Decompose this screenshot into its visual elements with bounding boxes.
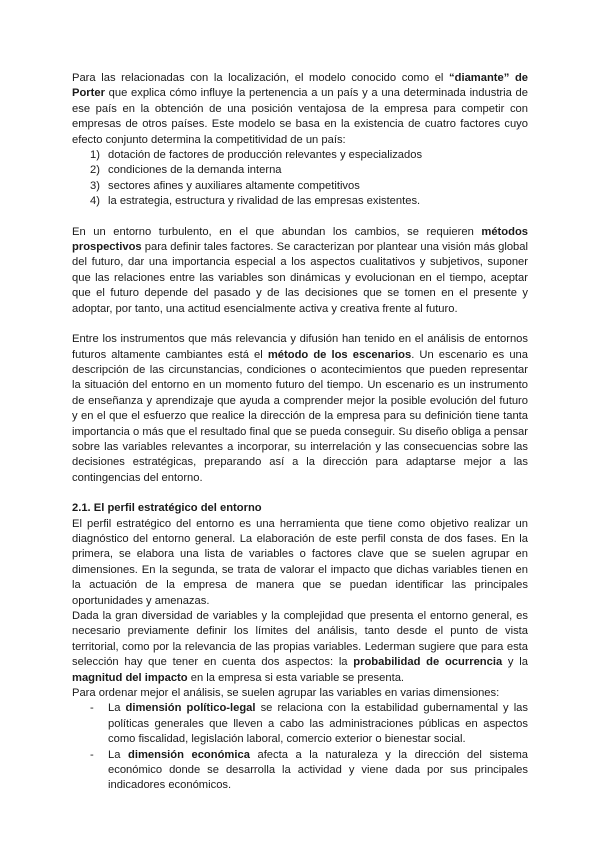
list-item-text: condiciones de la demanda interna xyxy=(108,164,282,177)
document-body xyxy=(72,71,528,794)
list-item xyxy=(72,701,528,747)
paragraph-spacer xyxy=(72,486,528,501)
paragraph-text: Dada la gran diversidad de variables y la complejidad que presenta el entorno general, es necesario previamente definir los límites del análisis, tanto desde el punto de vista territorial, como por la relevancia de las propias variables. Lederman sugiere que para esta selección hay que tener en cuenta dos aspectos: la xyxy=(72,610,528,669)
paragraph-text: En un entorno turbulento, en el que abundan los cambios, se requieren xyxy=(72,225,482,238)
list-dash: - xyxy=(90,702,94,715)
paragraph-porter-diamond xyxy=(72,71,528,148)
bold-term-metodos-prospectivos: métodos prospectivos xyxy=(72,225,528,254)
section-heading: 2.1. El perfil estratégico del entorno xyxy=(72,502,262,515)
list-number: 1) xyxy=(90,149,100,162)
list-item-text: afecta a la naturaleza y la dirección del sistema económico donde se desarrolla la actividad y viene dada por sus principales indicadores económicos. xyxy=(108,748,529,792)
paragraph-variable-selection xyxy=(72,609,528,686)
list-number: 3) xyxy=(90,179,100,192)
paragraph-prospective-methods xyxy=(72,225,528,317)
dimensions-list xyxy=(72,701,528,793)
bold-term-probabilidad-ocurrencia: probabilidad de ocurrencia xyxy=(353,656,503,669)
porter-factors-list xyxy=(72,148,528,210)
bold-term-dimension-politico-legal: dimensión político-legal xyxy=(125,702,256,715)
list-item-text: la estrategia, estructura y rivalidad de las empresas existentes. xyxy=(108,195,421,208)
list-item xyxy=(72,163,528,178)
list-item-text: dotación de factores de producción relevantes y especializados xyxy=(108,149,423,162)
paragraph-text: para definir tales factores. Se caracterizan por plantear una visión más global del futuro, dar una importancia especial a los aspectos cualitativos y subjetivos, suponer que las relaciones entre las variables son dinámicas y evolucionan en el tiempo, aceptar que el futuro depende del pasado y de las decisiones que se tomen en el presente y adoptar, por tanto, una actitud esencialmente activa y creativa frente al futuro. xyxy=(72,241,528,315)
bold-term-magnitud-impacto: magnitud del impacto xyxy=(72,671,188,684)
list-dash: - xyxy=(90,748,94,761)
paragraph-strategic-profile: El perfil estratégico del entorno es una herramienta que tiene como objetivo realizar un diagnóstico del entorno general. La elaboración de este perfil consta de dos fases. En la primera, se elabora una lista de variables o factores clave que se suelen agrupar en dimensiones. En la segunda, se trata de valorar el impacto que dichas variables tienen en la actuación de la empresa de manera que se puedan identificar las principales oportunidades y amenazas. xyxy=(72,517,528,607)
list-item-text: sectores afines y auxiliares altamente competitivos xyxy=(108,179,360,192)
list-item-text: se relaciona con la estabilidad gubernamental y las políticas generales que lleven a cabo las administraciones públicas en aspectos como fiscalidad, legislación laboral, comercio exterior o bienestar social. xyxy=(108,702,528,746)
paragraph-text: en la empresa si esta variable se presenta. xyxy=(187,671,405,684)
paragraph-scenario-method xyxy=(72,332,528,486)
paragraph-text: y la xyxy=(502,656,528,669)
paragraph-text: que explica cómo influye la pertenencia a un país y a una determinada industria de ese país en la obtención de una posición ventajosa de la empresa para competir con empresas de otros países. Este modelo se basa en la existencia de cuatro factores cuyo efecto conjunto determina la competitividad de un país: xyxy=(72,87,528,146)
paragraph-text: . Un escenario es una descripción de las circunstancias, condiciones o acontecimientos que pueden representar la situación del entorno en un momento futuro del tiempo. Un escenario es un instrumento de enseñanza y aprendizaje que ayuda a comprender mejor la posible evolución del futuro y en el que el esfuerzo que realice la dirección de la empresa para su definición tiene tanta importancia o más que el resultado final que se pueda conseguir. Su diseño obliga a pensar sobre las variables relevantes a incorporar, su interrelación y las consecuencias sobre las decisiones estratégicas, preparando así a la dirección para adaptarse mejor a las contingencias del entorno. xyxy=(72,348,528,484)
paragraph-spacer xyxy=(72,210,528,225)
list-item xyxy=(72,748,528,794)
list-item-text: La xyxy=(108,702,126,715)
list-number: 2) xyxy=(90,164,100,177)
list-item xyxy=(72,179,528,194)
list-item xyxy=(72,194,528,209)
paragraph-dimensions-intro: Para ordenar mejor el análisis, se suelen agrupar las variables en varias dimensiones: xyxy=(72,687,500,700)
paragraph-text: Entre los instrumentos que más relevancia y difusión han tenido en el análisis de entornos futuros altamente cambiantes está el xyxy=(72,333,528,361)
bold-term-diamante-porter: “diamante” de Porter xyxy=(72,72,529,100)
list-item-text: La xyxy=(108,748,128,761)
list-number: 4) xyxy=(90,195,100,208)
paragraph-text: Para las relacionadas con la localización, el modelo conocido como el xyxy=(72,72,450,84)
bold-term-dimension-economica: dimensión económica xyxy=(128,748,250,761)
bold-term-metodo-escenarios: método de los escenarios xyxy=(267,348,412,361)
paragraph-spacer xyxy=(72,317,528,332)
list-item xyxy=(72,148,528,163)
